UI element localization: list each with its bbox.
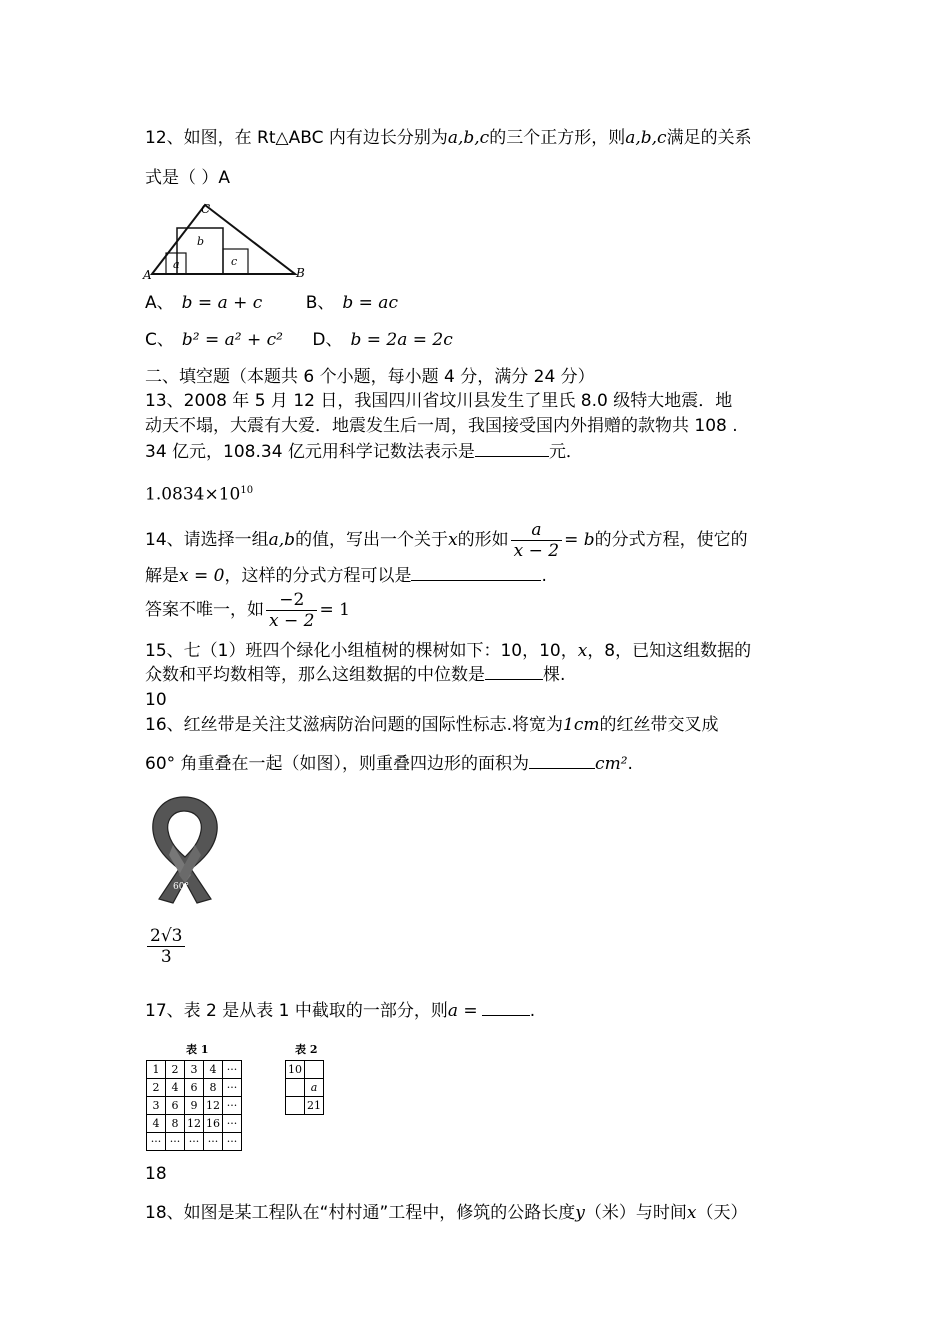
q14-line2: 解是x = 0，这样的分式方程可以是 . — [145, 566, 547, 586]
q15-answer-blank[interactable] — [485, 663, 543, 680]
table-cell: ··· — [204, 1133, 223, 1151]
table-cell: ··· — [223, 1079, 242, 1097]
table-cell: 2 — [147, 1079, 166, 1097]
svg-text:c: c — [231, 255, 238, 268]
table-1 — [146, 1060, 242, 1151]
table-cell: 12 — [185, 1115, 204, 1133]
table-row — [147, 1115, 242, 1133]
table-cell: 6 — [185, 1079, 204, 1097]
table-cell: ··· — [223, 1133, 242, 1151]
table-cell: 8 — [204, 1079, 223, 1097]
q16-ribbon-figure — [143, 793, 225, 905]
q17-answer: 18 — [145, 1164, 167, 1184]
table-cell: ··· — [166, 1133, 185, 1151]
table-cell: 12 — [204, 1097, 223, 1115]
q16-answer — [145, 926, 187, 967]
table-cell: 4 — [204, 1061, 223, 1079]
q16-answer-fraction: $\frac{2√3}{3}$ — [147, 926, 185, 967]
table-cell: ··· — [147, 1133, 166, 1151]
q12-line1: 12、如图，在 Rt△ABC 内有边长分别为a,b,c的三个正方形，则a,b,c满足的关系 — [145, 128, 752, 148]
table-row — [286, 1079, 324, 1097]
table1-caption: 表 1 — [186, 1043, 209, 1056]
q14-answer-blank[interactable] — [411, 564, 541, 581]
svg-text:B: B — [296, 266, 305, 280]
table-cell: 16 — [204, 1115, 223, 1133]
svg-text:60°: 60° — [173, 882, 189, 892]
table-cell: 8 — [166, 1115, 185, 1133]
q13-answer-blank[interactable] — [475, 440, 549, 457]
svg-text:A: A — [143, 268, 152, 282]
table2-caption: 表 2 — [295, 1043, 318, 1056]
table-row — [286, 1097, 324, 1115]
table-cell: ··· — [223, 1097, 242, 1115]
table-row — [147, 1061, 242, 1079]
table-cell — [305, 1061, 324, 1079]
table-2 — [285, 1060, 324, 1115]
table-row — [147, 1079, 242, 1097]
q14-fraction: $\frac{a}{x - 2}$ — [511, 520, 562, 561]
q17-line1: 17、表 2 是从表 1 中截取的一部分，则a = . — [145, 1001, 536, 1021]
q16-line1: 16、红丝带是关注艾滋病防治问题的国际性标志.将宽为1cm的红丝带交叉成 — [145, 715, 719, 735]
table-row — [147, 1097, 242, 1115]
q17-answer-blank[interactable] — [482, 999, 530, 1016]
q14-line1: 14、请选择一组a,b的值，写出一个关于x的形如 $\frac{a}{x - 2}$ = b的分式方程，使它的 — [145, 519, 748, 561]
q13-line1: 13、2008 年 5 月 12 日，我国四川省坟川县发生了里氏 8.0 级特大地震．地 — [145, 391, 733, 411]
q12-options-cd: C、 b² = a² + c² D、 b = 2a = 2c — [145, 330, 453, 350]
table-cell: 3 — [147, 1097, 166, 1115]
svg-text:b: b — [197, 235, 205, 248]
table-cell: ··· — [223, 1115, 242, 1133]
table-cell: 10 — [286, 1061, 305, 1079]
table-row — [286, 1061, 324, 1079]
q15-answer: 10 — [145, 690, 167, 710]
table-cell — [286, 1079, 305, 1097]
q18-line1: 18、如图是某工程队在“村村通”工程中，修筑的公路长度y（米）与时间x（天） — [145, 1203, 748, 1223]
table-cell: 3 — [185, 1061, 204, 1079]
table-cell: 6 — [166, 1097, 185, 1115]
q12-triangle-figure — [140, 193, 310, 283]
table-cell: 4 — [147, 1115, 166, 1133]
table-cell: 9 — [185, 1097, 204, 1115]
table-cell: a — [305, 1079, 324, 1097]
table-row — [147, 1133, 242, 1151]
table-cell: 4 — [166, 1079, 185, 1097]
q14-answer-fraction: $\frac{-2}{x - 2}$ — [266, 590, 317, 631]
q12-options-ab: A、 b = a + c B、 b = ac — [145, 293, 398, 313]
q16-line2: 60° 角重叠在一起（如图），则重叠四边形的面积为 cm². — [145, 754, 633, 774]
table-cell: 21 — [305, 1097, 324, 1115]
q16-answer-blank[interactable] — [529, 752, 595, 769]
q13-line3: 34 亿元，108.34 亿元用科学记数法表示是 元． — [145, 442, 583, 462]
q12-line2: 式是（ ）A — [145, 168, 231, 188]
q13-answer: $1.0834\times 10^{10}$ — [145, 484, 254, 505]
table-cell: 2 — [166, 1061, 185, 1079]
section-2-title: 二、填空题（本题共 6 个小题，每小题 4 分，满分 24 分） — [145, 367, 595, 387]
table-cell — [286, 1097, 305, 1115]
q13-line2: 动天不塌，大震有大爱．地震发生后一周，我国接受国内外捐赠的款物共 108 . — [145, 416, 738, 436]
table-cell: 1 — [147, 1061, 166, 1079]
svg-text:C: C — [201, 202, 211, 216]
q15-line1: 15、七（1）班四个绿化小组植树的棵树如下：10，10，x，8，已知这组数据的 — [145, 641, 752, 661]
q15-line2: 众数和平均数相等，那么这组数据的中位数是 棵. — [145, 665, 566, 685]
table-cell: ··· — [223, 1061, 242, 1079]
svg-text:a: a — [173, 258, 180, 271]
q14-answer: 答案不唯一，如 $\frac{-2}{x - 2}$ = 1 — [145, 589, 350, 631]
table-cell: ··· — [185, 1133, 204, 1151]
